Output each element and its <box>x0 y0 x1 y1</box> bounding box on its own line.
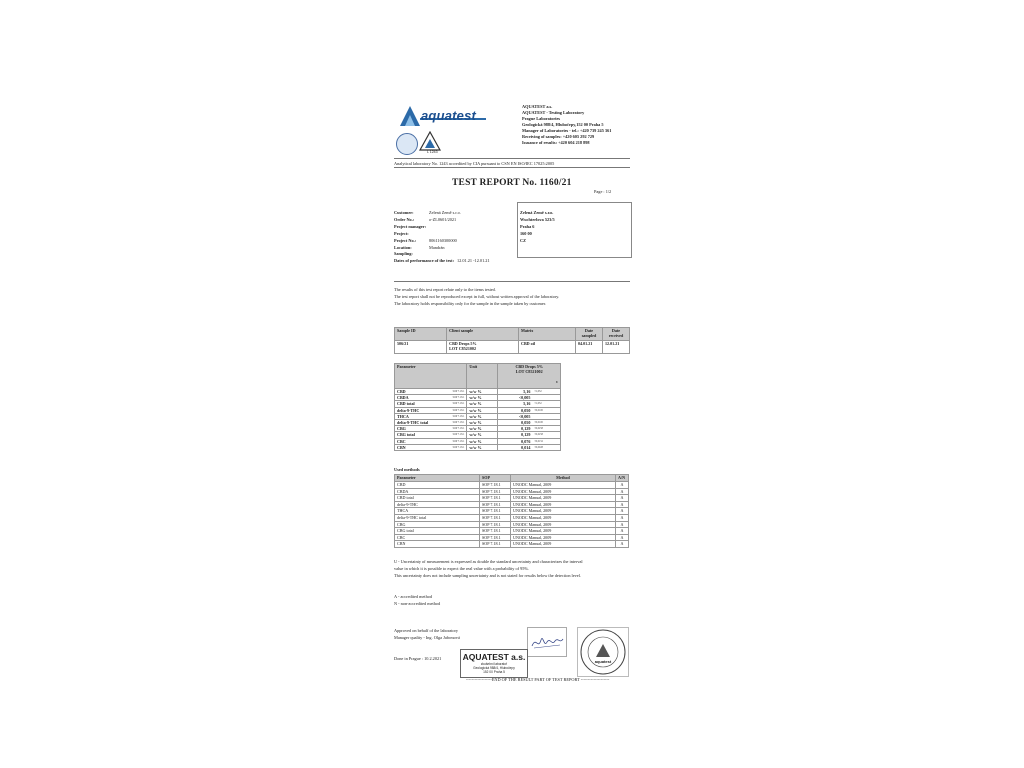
result-sop: SOP 7.18.1 <box>444 432 467 438</box>
method-parameter: CBG <box>395 521 480 528</box>
method-parameter: CBN <box>395 541 480 548</box>
method-sop: SOP 7.18.1 <box>480 495 511 502</box>
result-parameter: THCA <box>395 413 445 419</box>
result-value: 0,050 <box>498 407 532 413</box>
table-row <box>395 541 629 548</box>
result-value: 0,076 <box>498 438 532 444</box>
method-parameter: THCA <box>395 508 480 515</box>
result-value: <0,005 <box>498 395 532 401</box>
report-title: TEST REPORT No. 1160/21 <box>452 178 572 188</box>
address-line: Geologická 988/4, Hlubočepy,152 00 Praha 5 <box>522 122 604 127</box>
result-parameter: CBG total <box>395 432 445 438</box>
method-parameter: CBG total <box>395 528 480 535</box>
result-parameter: CBDA <box>395 395 445 401</box>
address-line: Manager of Laboratories - tel.: +420 739 245 361 <box>522 128 612 133</box>
result-uncertainty: ±0,0028 <box>532 444 560 450</box>
end-of-report-line: ------------------END OF THE RESULT PART OF TEST REPORT -------------------- <box>466 677 610 682</box>
result-sop: SOP 7.18.1 <box>444 426 467 432</box>
method-parameter: CBD total <box>395 495 480 502</box>
result-sop: SOP 7.18.1 <box>444 413 467 419</box>
method-accreditation: A <box>616 508 629 515</box>
accreditation-note: Analytical laboratory No. 1243 accredited by CIA pursuant to CSN EN ISO/IEC 17025:2005 <box>394 161 555 166</box>
lab-address <box>522 104 611 146</box>
method-sop: SOP 7.18.1 <box>480 514 511 521</box>
result-uncertainty: ±0,0152 <box>532 438 560 444</box>
used-methods-title: Used methods <box>394 467 420 472</box>
result-row <box>395 420 561 426</box>
result-parameter: delta-9-THC total <box>395 420 445 426</box>
method-parameter: CBDA <box>395 488 480 495</box>
address-line: AQUATEST - Testing Laboratory <box>522 110 585 115</box>
result-sop: SOP 7.18.1 <box>444 407 467 413</box>
done-in-prague: Done in Prague : 10.2.2021 <box>394 656 442 661</box>
method-accreditation: A <box>616 495 629 502</box>
method-accreditation: A <box>616 534 629 541</box>
method-parameter: CBD <box>395 482 480 489</box>
result-value: 0,050 <box>498 420 532 426</box>
method-accreditation: A <box>616 521 629 528</box>
result-uncertainty: ±1,032 <box>532 389 560 395</box>
address-line: Receiving of samples: +420 605 292 729 <box>522 134 595 139</box>
result-unit: w/w % <box>467 426 498 432</box>
result-value: 0,129 <box>498 426 532 432</box>
customer-address: Zelená Země s.r.o. Wuchterlova 523/5 Praha 6 160 00 CZ <box>520 210 555 243</box>
result-uncertainty: ±0,0100 <box>532 420 560 426</box>
divider <box>394 281 630 282</box>
method-accreditation: A <box>616 488 629 495</box>
method-name: UNODC Manual, 2009 <box>511 521 616 528</box>
method-accreditation: A <box>616 482 629 489</box>
page-number: Page : 1/2 <box>594 189 612 194</box>
result-sop: SOP 7.18.1 <box>444 420 467 426</box>
result-parameter: CBD <box>395 389 445 395</box>
divider <box>394 167 630 168</box>
address-line: Issuance of results: +420 604 218 898 <box>522 140 590 145</box>
result-unit: w/w % <box>467 389 498 395</box>
method-name: UNODC Manual, 2009 <box>511 508 616 515</box>
used-methods-table: Parameter SOP Method A/N CBD SOP 7.18.1 UNODC Manual, 2009 A CBDA SOP 7.18.1 UNODC Manual, 2009 A CBD total SOP 7.18.1 UNODC Manual, 2009 A delta-9-THC SOP 7.18.1 UNODC Manual, 2009 A THCA SOP 7.18.1 UNODC Manual, 2009 A delta-9-THC total SOP 7.18.1 UNODC Manual, 2009 A CBG SOP 7.18.1 UNODC Manual, 2009 A CBG total SOP 7.18.1 UNODC Manual, 2009 A CBC SOP 7.18.1 UNODC Manual, 2009 A CBN SOP 7.18.1 UNODC Manual, 2009 A <box>394 474 629 548</box>
result-unit: w/w % <box>467 432 498 438</box>
method-sop: SOP 7.18.1 <box>480 488 511 495</box>
table-row <box>395 488 629 495</box>
method-name: UNODC Manual, 2009 <box>511 514 616 521</box>
result-value: 5,16 <box>498 401 532 407</box>
result-uncertainty: ±0,0258 <box>532 432 560 438</box>
table-row: 506/21 CBD Drops 5% LOT C8521002 CBD oil 04.01.21 12.01.21 <box>395 341 630 354</box>
result-unit: w/w % <box>467 413 498 419</box>
method-name: UNODC Manual, 2009 <box>511 501 616 508</box>
iso-cert-icon <box>396 133 418 155</box>
result-sop: SOP 7.18.1 <box>444 389 467 395</box>
method-name: UNODC Manual, 2009 <box>511 482 616 489</box>
divider <box>394 158 630 159</box>
method-legend: A - accredited method N - non-accredited method <box>394 594 441 606</box>
result-unit: w/w % <box>467 444 498 450</box>
sample-table: Sample ID Client sample Matrix Date sampled Date received 506/21 CBD Drops 5% LOT C8521002 CBD oil 04.01.21 12.01.21 <box>394 327 630 354</box>
method-name: UNODC Manual, 2009 <box>511 534 616 541</box>
method-sop: SOP 7.18.1 <box>480 521 511 528</box>
result-value: 0,129 <box>498 432 532 438</box>
result-unit: w/w % <box>467 407 498 413</box>
result-value: 0,014 <box>498 444 532 450</box>
table-row <box>395 482 629 489</box>
method-accreditation: A <box>616 528 629 535</box>
method-parameter: delta-9-THC total <box>395 514 480 521</box>
logo-text: aquatest <box>421 108 477 123</box>
method-name: UNODC Manual, 2009 <box>511 495 616 502</box>
laboratory-seal-icon <box>577 627 629 677</box>
result-uncertainty: ±0,0100 <box>532 407 560 413</box>
table-row <box>395 495 629 502</box>
accreditation-icon <box>419 131 441 151</box>
method-accreditation: A <box>616 541 629 548</box>
result-value: <0,005 <box>498 413 532 419</box>
result-unit: w/w % <box>467 438 498 444</box>
svg-text:aquatest: aquatest <box>594 659 612 664</box>
method-name: UNODC Manual, 2009 <box>511 488 616 495</box>
results-table: Parameter Unit CBD Drops 5% LOT C8521002 U CBD SOP 7.18.1 w/w % 5,16 ±1,032 CBDA SOP 7.18.1 w/w % <0,005 CBD total SOP 7.18.1 w/w % 5,16 ±1,032 delta-9-THC SOP 7.18.1 w/w % 0,050 ±0,0100 THCA SOP 7.18.1 w/w % <0,005 delta-9-THC total SOP 7.18.1 w/w % 0,050 ±0,0100 CBG SOP 7.18.1 w/w % 0,129 ±0,0258 CBG total SOP 7.18.1 w/w % 0,129 ±0,0258 CBC SOP 7.18.1 w/w % 0,076 ±0,0152 CBN SOP 7.18.1 w/w % 0,014 ±0,0028 <box>394 363 561 451</box>
address-line: Prague Laboratories <box>522 116 561 121</box>
customer-info: Customer: Zelená Země s.r.o. Order No.: o-ZL0601/2021 Project manager: Project: Project No.: 8061160300000 Location: Mandrán Sampling: Dates of performance of the test: 12.01.21 -12.01.21 <box>394 210 490 264</box>
result-value: 5,16 <box>498 389 532 395</box>
address-line: AQUATEST a.s. <box>522 104 553 109</box>
uncertainty-note: U - Uncertainty of measurement is expressed as double the standard uncertainty and characterizes the interval value in which it is possible to expect the real value with a probability of 95%. This uncertainty does not include sampling uncertainty and is not stated for results below the detection level. <box>394 559 583 578</box>
method-accreditation: A <box>616 501 629 508</box>
method-sop: SOP 7.18.1 <box>480 534 511 541</box>
result-row <box>395 444 561 450</box>
method-parameter: CBC <box>395 534 480 541</box>
result-parameter: CBG <box>395 426 445 432</box>
table-row <box>395 501 629 508</box>
result-parameter: delta-9-THC <box>395 407 445 413</box>
result-parameter: CBC <box>395 438 445 444</box>
result-sop: SOP 7.18.1 <box>444 444 467 450</box>
result-sop: SOP 7.18.1 <box>444 401 467 407</box>
table-row <box>395 514 629 521</box>
result-unit: w/w % <box>467 395 498 401</box>
method-sop: SOP 7.18.1 <box>480 482 511 489</box>
table-row <box>395 508 629 515</box>
signature-image <box>527 627 567 657</box>
table-row <box>395 528 629 535</box>
method-parameter: delta-9-THC <box>395 501 480 508</box>
method-accreditation: A <box>616 514 629 521</box>
result-parameter: CBD total <box>395 401 445 407</box>
result-uncertainty: ±0,0258 <box>532 426 560 432</box>
method-name: UNODC Manual, 2009 <box>511 528 616 535</box>
table-row <box>395 521 629 528</box>
result-unit: w/w % <box>467 401 498 407</box>
method-sop: SOP 7.18.1 <box>480 501 511 508</box>
method-sop: SOP 7.18.1 <box>480 541 511 548</box>
method-sop: SOP 7.18.1 <box>480 508 511 515</box>
result-parameter: CBN <box>395 444 445 450</box>
method-name: UNODC Manual, 2009 <box>511 541 616 548</box>
report-notes: The results of this test report relate only to the items tested. The test report shall not be reproduced except in full, without written approval of the laboratory. The laboratory holds responsibility only for the sample in the sample taken by customer. <box>394 287 560 306</box>
company-stamp: AQUATEST a.s. zkušební laboratoř Geologická 988/4, Hlubočepy 152 00 Praha 5 <box>460 649 528 678</box>
result-unit: w/w % <box>467 420 498 426</box>
accreditation-label: L 1243 <box>427 150 438 154</box>
result-sop: SOP 7.18.1 <box>444 438 467 444</box>
table-row <box>395 534 629 541</box>
method-sop: SOP 7.18.1 <box>480 528 511 535</box>
result-uncertainty: ±1,032 <box>532 401 560 407</box>
approval-block: Approved on behalf of the laboratory Manager quality - Ing. Olga Jařomová <box>394 628 460 640</box>
result-sop: SOP 7.18.1 <box>444 395 467 401</box>
